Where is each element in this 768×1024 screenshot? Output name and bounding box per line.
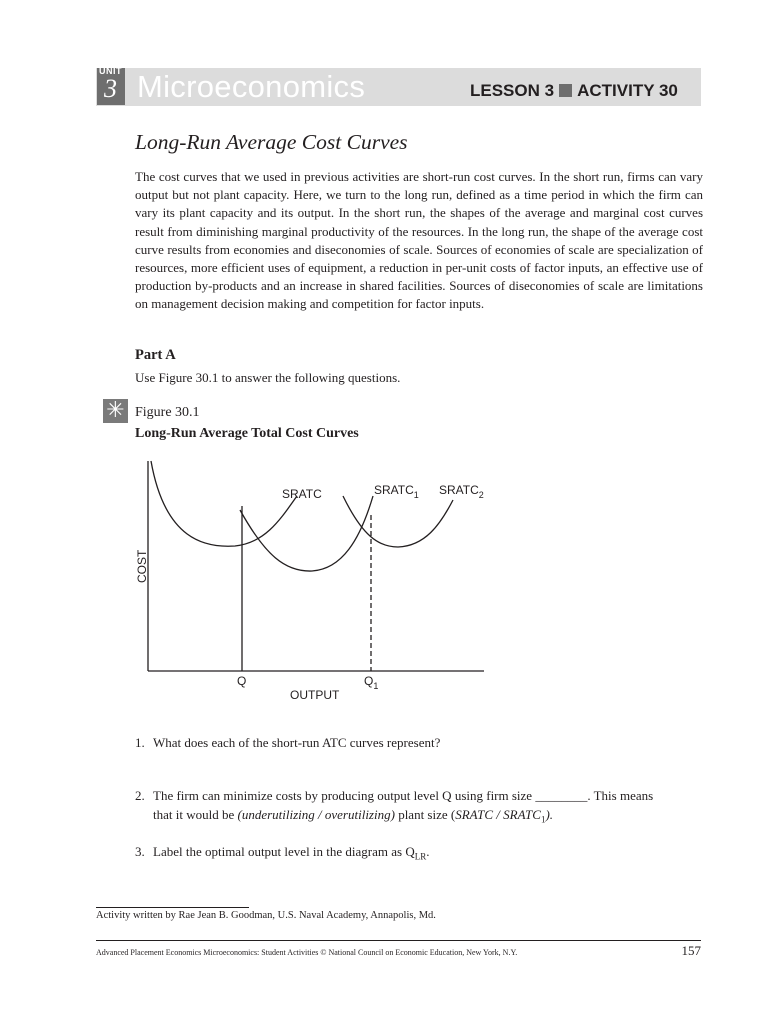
unit-label: UNIT — [99, 66, 122, 76]
figure-number: Figure 30.1 — [135, 405, 200, 420]
unit-number: 3 — [104, 74, 117, 103]
activity-label: ACTIVITY 30 — [577, 81, 678, 100]
q-tick-label: Q — [237, 674, 247, 688]
question-1 — [135, 733, 440, 752]
sratc-curve — [151, 461, 297, 546]
intro-paragraph: The cost curves that we used in previous activities are short-run cost curves. In the short run, firms can vary output but not plant capacity. Here, we turn to the long run, defined as a time period in which the firm can vary its plant capacity and its output. In the short run, the shapes of the average and marginal cost curves result from diminishing marginal productivity of the resources. In the long run, the shape of the average cost curve results from economies and diseconomies of scale. Sources of economies of scale are specialization of resources, more efficient uses of equipment, a reduction in per-unit costs of factor inputs, an effective use of production by-products and an increase in shared facilities. Sources of diseconomies of scale are limitations on management decision making and competition for factor inputs. — [135, 169, 703, 312]
question-text: Label the optimal output level in the diagram as Q — [153, 844, 415, 859]
part-a-instruction: Use Figure 30.1 to answer the following questions. — [135, 370, 401, 385]
sratc2-label: $SRATC_2$ — [439, 483, 484, 500]
question-3: 3. Label the optimal output level in the diagram as $Q_{LR}$. — [135, 844, 430, 862]
subject-title: Microeconomics — [137, 69, 366, 104]
sratc-label: SRATC — [282, 487, 322, 501]
question-2-line-2: that it would be (underutilizing / overutilizing) plant size (SRATC / $SRATC_1$). — [153, 807, 554, 825]
sratc1-label: $SRATC_1$ — [374, 483, 419, 500]
part-a-heading: Part A — [135, 347, 176, 363]
y-axis-label: COST — [135, 549, 149, 583]
question-number: 1. — [135, 735, 145, 750]
question-number: 3. — [135, 844, 145, 859]
q1-tick-label: $Q_1$ — [364, 674, 379, 691]
lesson-label: LESSON 3 — [470, 81, 555, 100]
question-text: The firm can minimize costs by producing output level Q using firm size ________. This means — [153, 788, 654, 803]
page-number: 157 — [681, 943, 701, 958]
question-text: What does each of the short-run ATC curves represent? — [153, 735, 441, 750]
footer-divider — [96, 940, 701, 941]
question-number: 2. — [135, 788, 145, 803]
sratc1-curve — [240, 496, 373, 571]
question-2 — [135, 786, 695, 830]
figure-title: Long-Run Average Total Cost Curves — [135, 426, 359, 441]
footer-credit: Advanced Placement Economics Microeconomics: Student Activities © National Council on Economic Education, New York, N.Y. — [96, 948, 518, 957]
footnote: Activity written by Rae Jean B. Goodman, U.S. Naval Academy, Annapolis, Md. — [96, 910, 436, 921]
sratc2-curve — [343, 496, 453, 547]
footnote-divider — [96, 907, 249, 908]
x-axis-label: OUTPUT — [290, 688, 340, 702]
asterisk-icon: ✳ — [106, 398, 125, 423]
page-title: Long-Run Average Cost Curves — [135, 130, 408, 154]
